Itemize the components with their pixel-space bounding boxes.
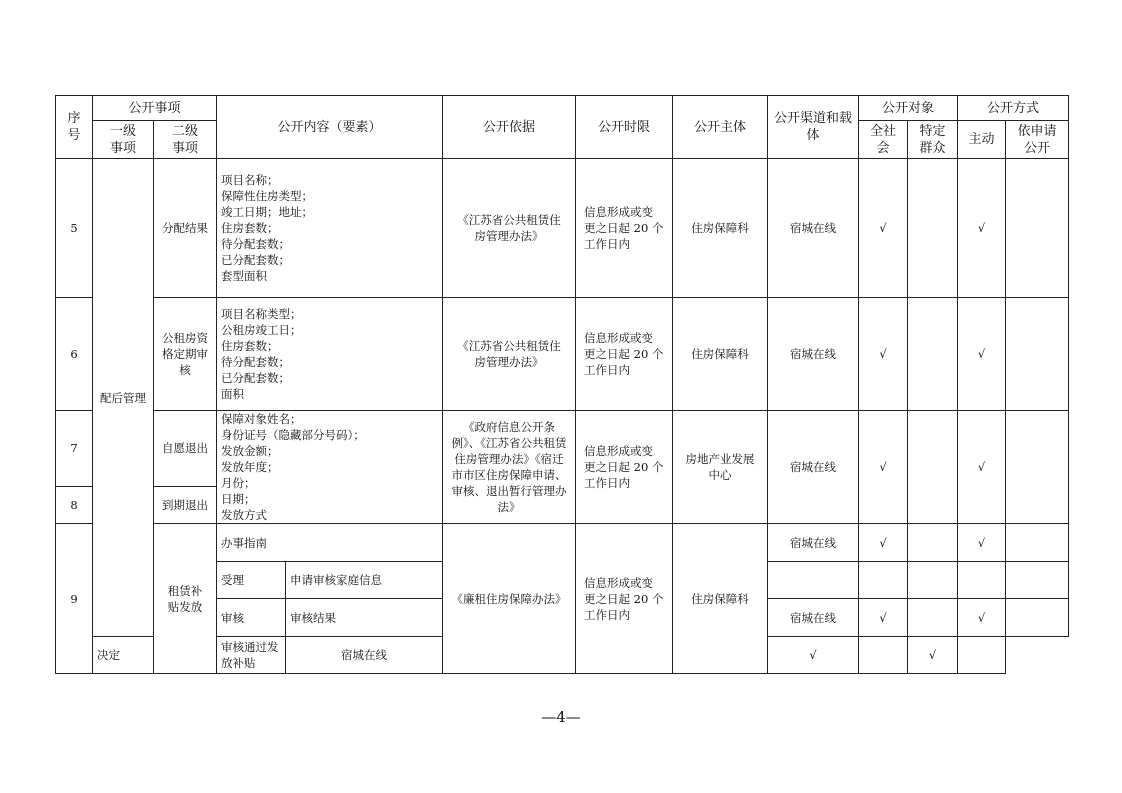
header-content: 公开内容（要素） — [217, 96, 443, 159]
sub-check-specific — [859, 637, 908, 674]
row-channel: 宿城在线 — [768, 159, 859, 298]
header-seq: 序号 — [56, 96, 93, 159]
row-time-limit: 信息形成或变更之日起 20 个工作日内 — [576, 411, 673, 524]
header-audience-group: 公开对象 — [859, 96, 958, 121]
sub-check-request — [1006, 524, 1069, 562]
row-basis: 《廉租住房保障办法》 — [443, 524, 576, 674]
row-check-request — [1006, 411, 1069, 524]
sub-check-active: √ — [958, 524, 1006, 562]
level1-cell: 配后管理 — [93, 159, 154, 637]
row-channel: 宿城在线 — [768, 411, 859, 524]
header-mode-request: 依申请公开 — [1006, 121, 1069, 159]
sub-check-all: √ — [768, 637, 859, 674]
sub-channel: 宿城在线 — [768, 599, 859, 637]
sub-check-request — [1006, 562, 1069, 599]
row-level2: 分配结果 — [154, 159, 217, 298]
header-subject: 公开主体 — [673, 96, 768, 159]
row-level2: 自愿退出 — [154, 411, 217, 487]
sub-stage: 办事指南 — [217, 524, 443, 562]
header-item-group: 公开事项 — [93, 96, 217, 121]
table-row — [56, 524, 1069, 562]
row-level2: 到期退出 — [154, 486, 217, 523]
sub-check-request — [958, 637, 1006, 674]
row-content: 保障对象姓名； 身份证号（隐藏部分号码）； 发放金额； 发放年度； 月份； 日期； 发放方式 — [217, 411, 443, 524]
row-check-specific — [908, 159, 958, 298]
row-check-active: √ — [958, 159, 1006, 298]
row-channel: 宿城在线 — [768, 298, 859, 411]
table-row — [56, 411, 1069, 487]
header-audience-all: 全社会 — [859, 121, 908, 159]
row-subject: 房地产业发展中心 — [673, 411, 768, 524]
sub-stage: 决定 — [93, 637, 154, 674]
row-time-limit: 信息形成或变更之日起 20 个工作日内 — [576, 524, 673, 674]
row-check-specific — [908, 411, 958, 524]
row-content: 项目名称； 保障性住房类型； 竣工日期；地址； 住房套数； 待分配套数； 已分配套数； 套型面积 — [217, 159, 443, 298]
sub-detail: 审核结果 — [286, 599, 443, 637]
sub-check-specific — [908, 562, 958, 599]
row-subject: 住房保障科 — [673, 159, 768, 298]
sub-check-all: √ — [859, 524, 908, 562]
row-check-all: √ — [859, 298, 908, 411]
row-subject: 住房保障科 — [673, 298, 768, 411]
sub-channel: 宿城在线 — [286, 637, 443, 674]
disclosure-table — [55, 95, 1069, 674]
row-check-active: √ — [958, 411, 1006, 524]
sub-check-specific — [908, 524, 958, 562]
sub-check-active: √ — [958, 599, 1006, 637]
sub-check-active: √ — [908, 637, 958, 674]
sub-stage: 审核 — [217, 599, 286, 637]
header-time-limit: 公开时限 — [576, 96, 673, 159]
sub-detail: 申请审核家庭信息 — [286, 562, 443, 599]
sub-detail: 审核通过发放补贴 — [217, 637, 286, 674]
table-row — [56, 159, 1069, 298]
sub-check-request — [1006, 599, 1069, 637]
row-level2: 公租房资格定期审核 — [154, 298, 217, 411]
sub-channel: 宿城在线 — [768, 524, 859, 562]
page-number: —4— — [541, 708, 581, 726]
sub-stage: 受理 — [217, 562, 286, 599]
row-check-all: √ — [859, 159, 908, 298]
row-time-limit: 信息形成或变更之日起 20 个工作日内 — [576, 298, 673, 411]
row-basis: 《江苏省公共租赁住房管理办法》 — [443, 159, 576, 298]
row-seq: 7 — [56, 411, 93, 487]
header-mode-active: 主动 — [958, 121, 1006, 159]
row-basis: 《政府信息公开条例》、《江苏省公共租赁住房管理办法》《宿迁市市区住房保障申请、审核、退出暂行管理办法》 — [443, 411, 576, 524]
table-row — [56, 298, 1069, 411]
row-check-specific — [908, 298, 958, 411]
sub-check-all: √ — [859, 599, 908, 637]
row-basis: 《江苏省公共租赁住房管理办法》 — [443, 298, 576, 411]
row-seq: 9 — [56, 524, 93, 674]
header-level1: 一级事项 — [93, 121, 154, 159]
row-check-request — [1006, 298, 1069, 411]
row-level2: 租赁补贴发放 — [154, 524, 217, 674]
row-seq: 6 — [56, 298, 93, 411]
row-check-active: √ — [958, 298, 1006, 411]
row-subject: 住房保障科 — [673, 524, 768, 674]
row-seq: 5 — [56, 159, 93, 298]
header-level2: 二级事项 — [154, 121, 217, 159]
sub-check-all — [859, 562, 908, 599]
row-content: 项目名称类型； 公租房竣工日； 住房套数； 待分配套数； 已分配套数； 面积 — [217, 298, 443, 411]
row-seq: 8 — [56, 486, 93, 523]
row-check-request — [1006, 159, 1069, 298]
header-channel: 公开渠道和载体 — [768, 96, 859, 159]
sub-channel — [768, 562, 859, 599]
row-time-limit: 信息形成或变更之日起 20 个工作日内 — [576, 159, 673, 298]
row-check-all: √ — [859, 411, 908, 524]
header-mode-group: 公开方式 — [958, 96, 1069, 121]
sub-check-specific — [908, 599, 958, 637]
sub-check-active — [958, 562, 1006, 599]
header-audience-specific: 特定群众 — [908, 121, 958, 159]
header-basis: 公开依据 — [443, 96, 576, 159]
